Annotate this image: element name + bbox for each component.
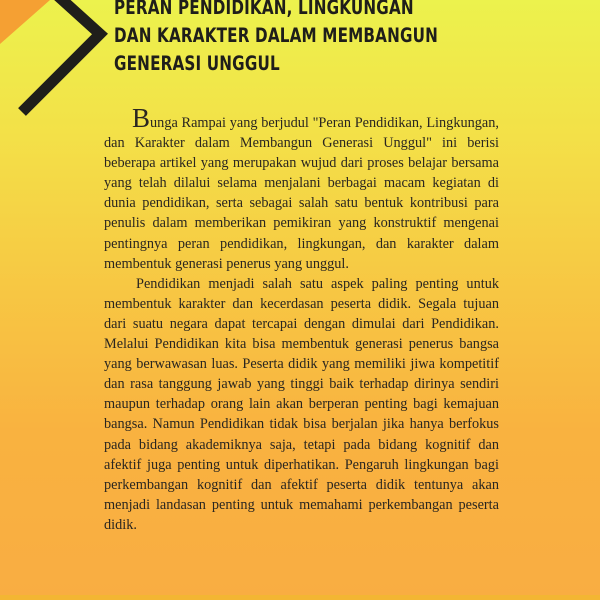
bottom-band xyxy=(0,595,600,600)
title-line-2: DAN KARAKTER DALAM MEMBANGUN xyxy=(114,24,439,47)
paragraph-1-text: unga Rampai yang berjudul "Peran Pendidikan, Lingkungan, dan Karakter dalam Membangun Generasi Unggul" ini berisi beberapa artikel yang merupakan wujud dari proses belajar bersama yang telah dilalui selama menjalani berbagai macam kegiatan di dunia pendidikan, serta sebagai salah satu bentuk kontribusi para penulis dalam memberikan pemikiran yang konstruktif mengenai pentingnya peran pendidikan, lingkungan, dan karakter dalam membentuk generasi penerus yang unggul. xyxy=(104,115,499,272)
book-title xyxy=(114,0,457,78)
drop-cap: B xyxy=(132,103,151,133)
paragraph-2: Pendidikan menjadi salah satu aspek paling penting untuk membentuk karakter dan kecerdasan peserta didik. Segala tujuan dari suatu negara dapat tercapai dengan dimulai dari Pendidikan. Melalui Pendidikan kita bisa membentuk generasi penerus bangsa yang berwawasan luas. Peserta didik yang memiliki jiwa kompetitif dan rasa tanggung jawab yang tinggi baik terhadap dirinya sendiri maupun terhadap orang lain akan berperan penting bagi kemajuan bangsa. Namun Pendidikan tidak bisa berjalan jika hanya berfokus pada bidang akademiknya saja, tetapi pada bidang kognitif dan afektif juga penting untuk diperhatikan. Pengaruh lingkungan bagi perkembangan kognitif dan afektif peserta didik tentunya akan menjadi landasan penting untuk memahami perkembangan peserta didik. xyxy=(104,275,499,533)
synopsis-text xyxy=(104,103,499,535)
corner-dark-chevron xyxy=(22,0,100,112)
corner-chevron-decoration xyxy=(0,0,110,120)
corner-orange-shape xyxy=(0,0,50,44)
paragraph-1 xyxy=(104,103,499,274)
title-line-3: GENERASI UNGGUL xyxy=(114,52,280,75)
title-line-1: PERAN PENDIDIKAN, LINGKUNGAN xyxy=(114,0,414,19)
